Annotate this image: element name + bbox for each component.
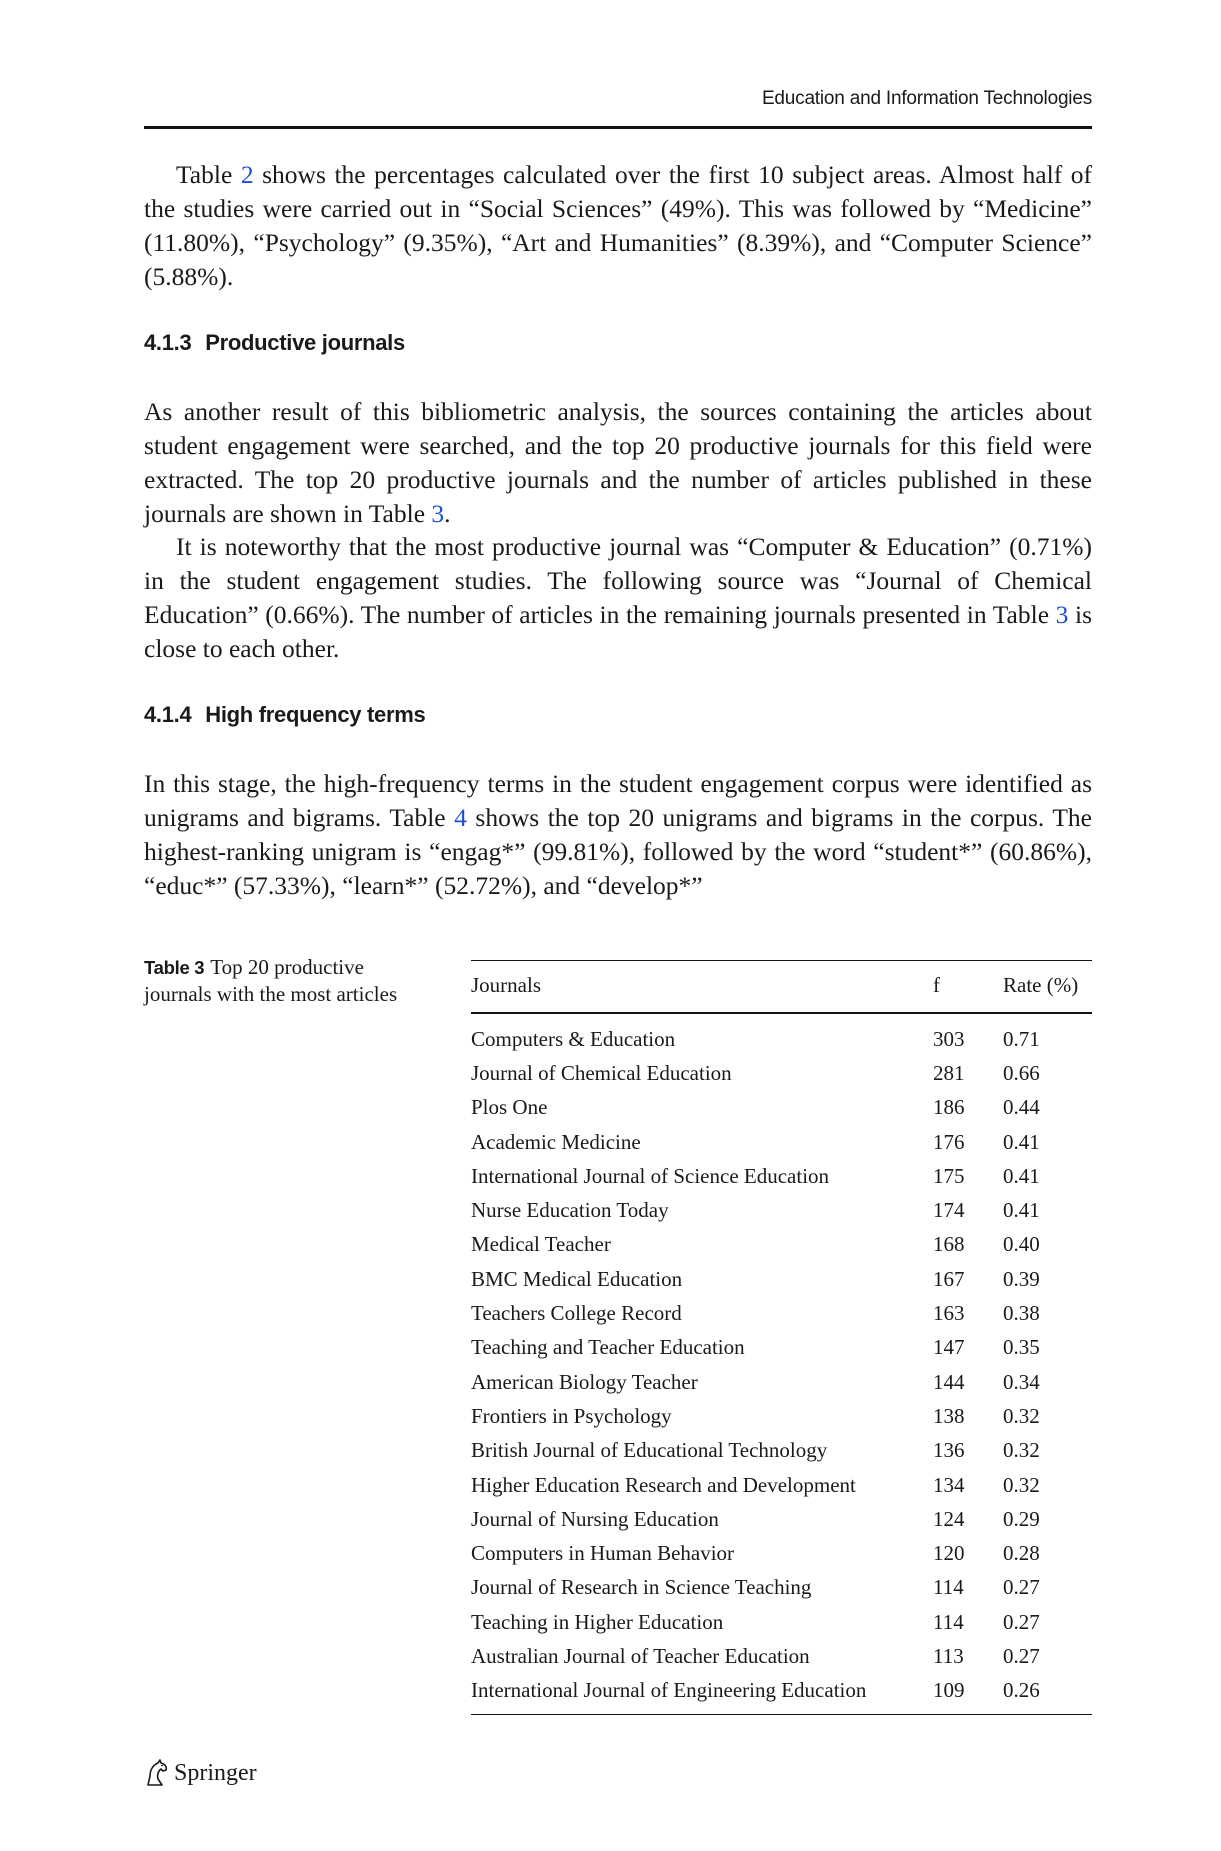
cell-journal: Teaching in Higher Education — [471, 1609, 724, 1634]
cell-journal: Teachers College Record — [471, 1301, 682, 1326]
cell-f: 167 — [933, 1266, 965, 1291]
table-row — [471, 1434, 1092, 1468]
paragraph-high-frequency-terms: In this stage, the high-frequency terms in the student engagement corpus were identified as unigrams and bigrams. Table 4 shows the top 20 unigrams and bigrams in the corpus. The highest-ranking unigram is “engag*” (99.81%), followed by the word “student*” (60.86%), “educ*” (57.33%), “learn*” (52.72%), and “develop*” — [144, 769, 1093, 900]
cell-journal: International Journal of Engineering Education — [471, 1674, 933, 1715]
cell-rate: 0.35 — [1003, 1335, 1040, 1360]
paragraph-productive-journals-2: It is noteworthy that the most productive journal was “Computer & Education” (0.71%) in the student engagement studies. The following source was “Journal of Chemical Education” (0.66%). The number of articles in the remaining journals presented in Table 3 is close to each other. — [144, 532, 1092, 663]
cell-rate: 0.32 — [1003, 1438, 1040, 1463]
cell-rate: 0.26 — [1003, 1674, 1092, 1715]
table-row — [471, 1296, 1092, 1330]
cell-f: 109 — [933, 1674, 1003, 1715]
cell-f: 168 — [933, 1232, 965, 1257]
table-caption — [144, 954, 434, 1008]
cell-f: 144 — [933, 1369, 965, 1394]
table-label: Table 3 — [144, 957, 205, 978]
cell-rate: 0.32 — [1003, 1472, 1040, 1497]
column-header-f: f — [933, 961, 1003, 1014]
table-row — [471, 1399, 1092, 1433]
cell-journal: Journal of Nursing Education — [471, 1506, 719, 1531]
table-row — [471, 1571, 1092, 1605]
cell-journal: Frontiers in Psychology — [471, 1403, 672, 1428]
table-row — [471, 1331, 1092, 1365]
table-row — [471, 1468, 1092, 1502]
column-header-journals: Journals — [471, 961, 933, 1014]
cell-rate: 0.28 — [1003, 1541, 1040, 1566]
table-row — [471, 1365, 1092, 1399]
cell-rate: 0.66 — [1003, 1060, 1040, 1085]
cell-rate: 0.44 — [1003, 1095, 1040, 1120]
cell-journal: Computers in Human Behavior — [471, 1541, 735, 1566]
publisher-name: Springer — [174, 1759, 257, 1786]
cell-rate: 0.41 — [1003, 1198, 1040, 1223]
cell-rate: 0.27 — [1003, 1609, 1040, 1634]
journals-table — [471, 960, 1092, 1715]
cell-f: 163 — [933, 1301, 965, 1326]
table-row — [471, 1262, 1092, 1296]
cell-f: 281 — [933, 1060, 965, 1085]
header-rule — [144, 126, 1092, 129]
table-row — [471, 1605, 1092, 1639]
table-row — [471, 1674, 1092, 1715]
cell-rate: 0.41 — [1003, 1129, 1040, 1154]
table-row — [471, 1056, 1092, 1090]
running-head: Education and Information Technologies — [761, 88, 1092, 109]
cell-f: 136 — [933, 1438, 965, 1463]
cell-journal: Academic Medicine — [471, 1129, 641, 1154]
table-row — [471, 1091, 1092, 1125]
cell-journal: Teaching and Teacher Education — [471, 1335, 745, 1360]
table-row — [471, 1125, 1092, 1159]
table-3-link[interactable]: 3 — [431, 499, 445, 528]
paragraph-subject-areas: Table 2 shows the percentages calculated over the first 10 subject areas. Almost half of the studies were carried out in “Social Sciences” (49%). This was followed by “Medicine” (11.80%), “Psychology” (9.35%), “Art and Humanities” (8.39%), and “Computer Science” (5.88%). — [144, 160, 1092, 291]
table-3-link[interactable]: 3 — [1055, 600, 1069, 629]
table-row — [471, 1502, 1092, 1536]
cell-f: 147 — [933, 1335, 965, 1360]
cell-journal: Higher Education Research and Development — [471, 1472, 856, 1497]
column-header-rate: Rate (%) — [1003, 961, 1092, 1014]
cell-journal: Nurse Education Today — [471, 1198, 669, 1223]
cell-f: 124 — [933, 1506, 965, 1531]
cell-journal: British Journal of Educational Technology — [471, 1438, 828, 1463]
cell-rate: 0.32 — [1003, 1403, 1040, 1428]
table-caption-text: Top 20 productive journals with the most articles — [144, 955, 398, 1006]
cell-rate: 0.34 — [1003, 1369, 1040, 1394]
section-heading-productive-journals: 4.1.3 Productive journals — [144, 330, 405, 355]
table-row — [471, 1013, 1092, 1056]
cell-journal: Journal of Chemical Education — [471, 1060, 732, 1085]
table-row — [471, 1536, 1092, 1570]
cell-f: 138 — [933, 1403, 965, 1428]
cell-journal: Computers & Education — [471, 1026, 676, 1051]
section-heading-high-frequency-terms: 4.1.4 High frequency terms — [144, 702, 426, 727]
cell-f: 114 — [933, 1609, 964, 1634]
table-body — [471, 1013, 1092, 1714]
cell-journal: Australian Journal of Teacher Education — [471, 1643, 810, 1668]
cell-rate: 0.27 — [1003, 1643, 1040, 1668]
cell-rate: 0.39 — [1003, 1266, 1040, 1291]
table-header-row — [471, 961, 1092, 1014]
cell-f: 176 — [933, 1129, 965, 1154]
cell-rate: 0.40 — [1003, 1232, 1040, 1257]
table-4-link[interactable]: 4 — [454, 803, 467, 832]
table-row — [471, 1639, 1092, 1673]
cell-f: 174 — [933, 1198, 965, 1223]
cell-f: 186 — [933, 1095, 965, 1120]
table-2-link[interactable]: 2 — [240, 160, 254, 189]
cell-rate: 0.27 — [1003, 1575, 1040, 1600]
cell-rate: 0.71 — [1003, 1026, 1040, 1051]
cell-f: 134 — [933, 1472, 965, 1497]
footer-publisher — [144, 1758, 257, 1788]
cell-f: 113 — [933, 1643, 964, 1668]
table-row — [471, 1228, 1092, 1262]
cell-journal: BMC Medical Education — [471, 1266, 683, 1291]
paragraph-productive-journals-1: As another result of this bibliometric analysis, the sources containing the articles about student engagement were searched, and the top 20 productive journals for this field were extracted. The top 20 productive journals and the number of articles published in these journals are shown in Table 3. — [144, 397, 1092, 528]
table-row — [471, 1193, 1092, 1227]
cell-journal: Medical Teacher — [471, 1232, 611, 1257]
cell-rate: 0.29 — [1003, 1506, 1040, 1531]
cell-journal: International Journal of Science Education — [471, 1163, 830, 1188]
cell-journal: American Biology Teacher — [471, 1369, 698, 1394]
cell-journal: Plos One — [471, 1095, 548, 1120]
cell-f: 303 — [933, 1026, 965, 1051]
cell-rate: 0.38 — [1003, 1301, 1040, 1326]
cell-f: 120 — [933, 1541, 965, 1566]
springer-horse-icon — [144, 1758, 170, 1788]
cell-f: 114 — [933, 1575, 964, 1600]
cell-f: 175 — [933, 1163, 965, 1188]
cell-journal: Journal of Research in Science Teaching — [471, 1575, 812, 1600]
cell-rate: 0.41 — [1003, 1163, 1040, 1188]
table-row — [471, 1159, 1092, 1193]
